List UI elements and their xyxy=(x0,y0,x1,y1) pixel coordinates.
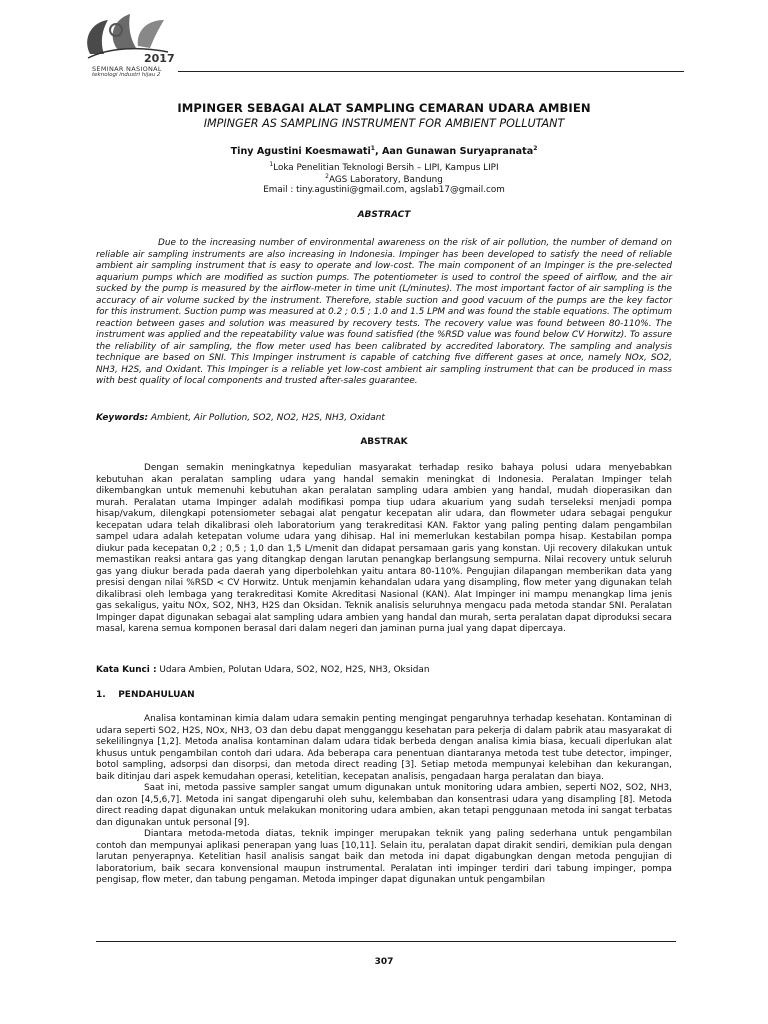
author-list xyxy=(96,145,672,157)
author-email: Email : tiny.agustini@gmail.com, agslab17@gmail.com xyxy=(263,185,505,195)
affiliation-text: Loka Penelitian Teknologi Bersih – LIPI, Kampus LIPI xyxy=(273,162,499,173)
section-heading: 1. PENDAHULUAN xyxy=(96,690,195,700)
body-paragraph: Saat ini, metoda passive sampler sangat umum digunakan untuk monitoring udara ambien, seperti NO2, SO2, NH3, dan ozon [4,5,6,7]. Metoda ini sangat dipengaruhi oleh suhu, kelembaban dan konsentrasi udara yang disampling [8]. Metoda direct reading dapat digunakan untuk melakukan monitoring udara ambien, akan tetapi penggunaan metoda ini sangat terbatas dan digunakan untuk personal [9]. xyxy=(96,783,672,828)
paper-title: IMPINGER SEBAGAI ALAT SAMPLING CEMARAN UDARA AMBIEN xyxy=(177,101,591,115)
logo-year: 2017 xyxy=(144,52,175,65)
body-paragraph: Diantara metoda-metoda diatas, teknik impinger merupakan teknik yang paling sederhana untuk pengambilan contoh dan mempunyai aplikasi penerapan yang luas [10,11]. Selain itu, peralatan dapat dirakit sendiri, demikian pula dengan larutan penyerapnya. Ketelitian hasil analisis sangat baik dan metoda ini dapat digabungkan dengan metoda pengujian di laboratorium, baik secara konvensional maupun instrumental. Peralatan inti impinger terdiri dari tabung impinger, pompa pengisap, flow meter, dan tabung pengaman. Metoda impinger dapat digunakan untuk pengambilan xyxy=(96,829,672,885)
author-name: Tiny Agustini Koesmawati xyxy=(230,146,371,158)
abstract-text: Due to the increasing number of environmental awareness on the risk of air pollution, the number of demand on reliable air sampling instruments are also increasing in Indonesia. Impinger has been developed to satisfy the need of reliable ambient air sampling instrument that is easy to operate and low-cost. The main component of an Impinger is the pre-selected aquarium pumps which are modified as suction pumps. The potentiometer is used to control the speed of airflow, and the air sucked by the pump is measured by the airflow-meter in time unit (L/minutes). The most important factor of air sampling is the accuracy of air volume sucked by the instrument. Therefore, stable suction and good vacuum of the pumps are the key factor for this instrument. Suction pump was measured at 0.2 ; 0.5 ; 1.0 and 1.5 LPM and was found the stable equations. The optimum reaction between gases and solution was measured by recovery tests. The recovery value was found between 80-110%. The instrument was applied and the repeatability value was found satisfied (the %RSD value was found below CV Horwitz). To assure the reliability of air sampling, the flow meter used has been calibrated by accredited laboratory. The sampling and analysis technique are based on SNI. This Impinger instrument is capable of catching five different gases at once, namely NOx, SO2, NH3, H2S, and Oxidant. This Impinger is a reliable yet low-cost ambient air sampling instrument that can be produced in mass with best quality of local components and trusted after-sales guarantee. xyxy=(96,238,672,386)
kata-kunci-text: Udara Ambien, Polutan Udara, SO2, NO2, H2S, NH3, Oksidan xyxy=(156,665,430,675)
affiliation xyxy=(96,173,672,185)
keywords-text: Ambient, Air Pollution, SO2, NO2, H2S, NH3, Oxidant xyxy=(148,413,385,423)
author-separator: , xyxy=(374,146,382,158)
affiliation xyxy=(96,161,672,173)
paper-subtitle: IMPINGER AS SAMPLING INSTRUMENT FOR AMBIENT POLLUTANT xyxy=(203,117,565,130)
keywords-id xyxy=(96,665,672,677)
footer-rule xyxy=(96,941,676,942)
kata-kunci-label: Kata Kunci : xyxy=(96,665,157,675)
affiliation-mark: 1 xyxy=(269,161,274,168)
author-affiliation-mark: 1 xyxy=(370,145,375,152)
author-affiliation-mark: 2 xyxy=(533,145,538,152)
keywords-label: Keywords: xyxy=(96,413,149,423)
keywords-en xyxy=(96,413,672,425)
affiliation-mark: 2 xyxy=(325,173,329,180)
logo-subtitle: SEMINAR NASIONAL xyxy=(92,65,162,73)
abstrak-heading: ABSTRAK xyxy=(360,437,408,447)
body-paragraph: Analisa kontaminan kimia dalam udara semakin penting mengingat pengaruhnya terhadap kesehatan. Kontaminan di udara seperti SO2, H2S, NOx, NH3, O3 dan debu dapat mengganggu kesehatan para pekerja di dalam pabrik atau masyarakat di sekelilingnya [1,2]. Metoda analisa kontaminan dalam udara tidak berbeda dengan analisa kimia biasa, kecuali diperlukan alat khusus untuk pengambilan contoh dari udara. Ada beberapa cara penentuan diantaranya metoda test tube detector, impinger, botol sampling, adsorpsi dan disorpsi, dan metoda direct reading [3]. Setiap metoda mempunyai kelebihan dan kekurangan, baik ditinjau dari aspek kemudahan operasi, ketelitian, kecepatan analisis, pengadaan harga peralatan dan biaya. xyxy=(96,714,672,782)
abstract-heading: ABSTRACT xyxy=(357,210,411,220)
logo-tagline: teknologi industri hijau 2 xyxy=(92,72,161,78)
intro-section xyxy=(96,714,672,887)
author-name: Aan Gunawan Suryapranata xyxy=(381,146,534,158)
page-number: 307 xyxy=(374,957,394,967)
header-rule xyxy=(178,71,684,72)
affiliation-text: AGS Laboratory, Bandung xyxy=(328,174,443,185)
seminar-logo xyxy=(78,8,178,78)
abstrak-text: Dengan semakin meningkatnya kepedulian masyarakat terhadap resiko bahaya polusi udara menyebabkan kebutuhan akan peralatan sampling udara yang handal semakin meningkat di Indonesia. Peralatan Impinger telah dikembangkan untuk memenuhi kebutuhan akan peralatan sampling udara ambien yang handal, mudah dioperasikan dan murah. Peralatan utama Impinger adalah modifikasi pompa tiup udara akuarium yang sudah terseleksi menjadi pompa hisap/vakum, dilengkapi potensiometer sebagai alat pengatur kecepatan alir udara, dan flowmeter udara sebagai pengukur kecepatan udara telah dikalibrasi oleh laboratorium yang terakreditasi KAN. Faktor yang paling penting dalam pengambilan sampel udara adalah ketepatan volume udara yang dihisap. Hal ini memerlukan kestabilan pompa hisap. Kestabilan pompa diukur pada kecepatan 0,2 ; 0,5 ; 1,0 dan 1,5 L/menit dan didapat persamaan garis yang konstan. Uji recovery dilakukan untuk memastikan reaksi antara gas yang ditangkap dengan larutan penangkap berlangsung sempurna. Nilai recovery untuk seluruh gas yang diukur berada pada daerah yang diperbolehkan yaitu antara 80-110%. Pengujian dilapangan memberikan data yang presisi dengan nilai %RSD < CV Horwitz. Untuk menjamin kehandalan udara yang disampling, flow meter yang digunakan telah dikalibrasi oleh lembaga yang terakreditasi Komite Akreditasi Nasional (KAN). Alat Impinger ini mampu menangkap lima jenis gas sekaligus, yaitu NOx, SO2, NH3, H2S dan Oksidan. Teknik analisis seluruhnya mengacu pada metoda standar SNI. Peralatan Impinger dapat digunakan sebagai alat sampling udara ambien yang handal dan murah, serta peralatan dapat diproduksi secara masal, karena semua komponen berasal dari dalam negeri dan jaminan purna jual yang dapat dipercaya. xyxy=(96,463,672,634)
